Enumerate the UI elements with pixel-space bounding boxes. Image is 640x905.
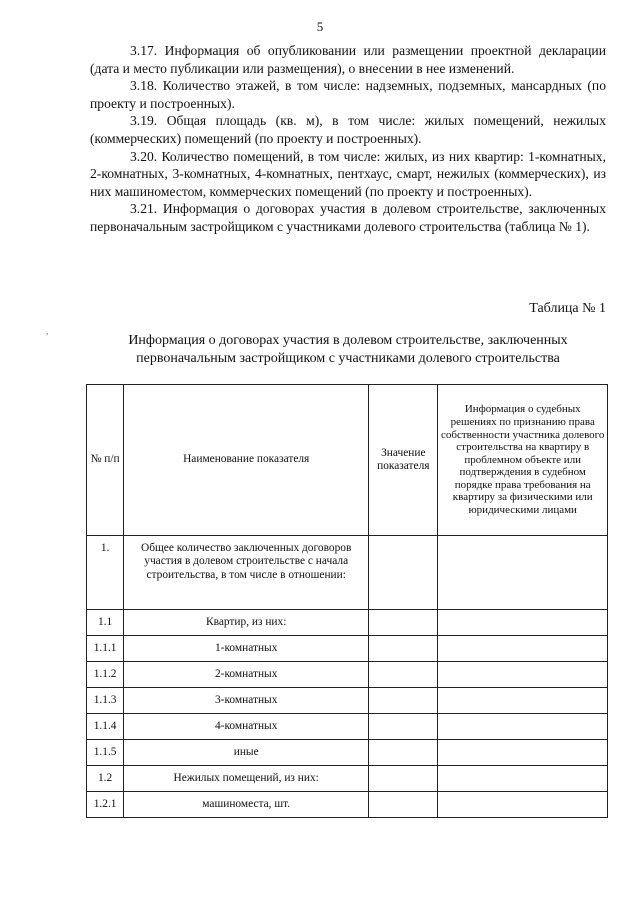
row-info [438,714,608,740]
row-number: 1.2 [87,766,124,792]
table-title: Информация о договорах участия в долевом строительстве, заключенных первоначальным застройщиком с участниками долевого строительства [128,333,568,366]
row-value [369,740,438,766]
row-value [369,536,438,610]
row-number: 1. [87,536,124,610]
table-row [87,610,608,636]
header-indicator-value: Значение показателя [369,385,438,536]
row-value [369,714,438,740]
table-header-row [87,385,608,536]
paragraph-3-21: 3.21. Информация о договорах участия в долевом строительстве, заключенных первоначальным застройщиком с участниками долевого строительства (таблица № 1). [90,201,606,234]
table-row [87,714,608,740]
row-name: 3-комнатных [124,688,369,714]
row-value [369,662,438,688]
row-info [438,662,608,688]
row-value [369,636,438,662]
header-indicator-name: Наименование показателя [124,385,369,536]
paragraph-3-19: 3.19. Общая площадь (кв. м), в том числе: жилых помещений, нежилых (коммерческих) помещений (по проекту и построенных). [90,113,606,146]
paragraph-3-20: 3.20. Количество помещений, в том числе: жилых, из них квартир: 1-комнатных, 2-комнатных, 3-комнатных, 4-комнатных, пентхаус, смарт, нежилых (коммерческих), из них машиноместом, коммерческих помещений (по проекту и построенных). [90,148,606,199]
table-row [87,792,608,818]
row-number: 1.1.2 [87,662,124,688]
paragraph-3-18: 3.18. Количество этажей, в том числе: надземных, подземных, мансардных (по проекту и построенных). [90,78,606,111]
row-number: 1.1.4 [87,714,124,740]
row-number: 1.2.1 [87,792,124,818]
row-name: Нежилых помещений, из них: [124,766,369,792]
row-value [369,610,438,636]
margin-mark: , [46,326,49,336]
row-name: Общее количество заключенных договоров участия в долевом строительстве с начала строительства, в том числе в отношении: [124,536,369,610]
row-info [438,740,608,766]
row-info [438,688,608,714]
table-row [87,688,608,714]
header-court-info: Информация о судебных решениях по признанию права собственности участника долевого строительства на квартиру в проблемном объекте или подтверждения в судебном порядке права требования на квартиру за физическими или юридическими лицами [438,385,608,536]
row-info [438,766,608,792]
row-value [369,792,438,818]
body-text [90,42,606,236]
row-number: 1.1.5 [87,740,124,766]
table-row [87,636,608,662]
row-number: 1.1.1 [87,636,124,662]
row-number: 1.1 [87,610,124,636]
row-name: 4-комнатных [124,714,369,740]
header-number: № п/п [87,385,124,536]
row-name: 2-комнатных [124,662,369,688]
page-number: 5 [316,19,324,34]
row-value [369,766,438,792]
table-row [87,662,608,688]
table-row [87,740,608,766]
row-name: иные [124,740,369,766]
row-number: 1.1.3 [87,688,124,714]
row-name: машиноместа, шт. [124,792,369,818]
table-row [87,766,608,792]
row-info [438,792,608,818]
row-info [438,610,608,636]
paragraph-3-17: 3.17. Информация об опубликовании или размещении проектной декларации (дата и место публикации или размещения), о внесении в нее изменений. [90,43,606,76]
row-value [369,688,438,714]
row-info [438,636,608,662]
table-row [87,536,608,610]
row-info [438,536,608,610]
row-name: Квартир, из них: [124,610,369,636]
table-caption: Таблица № 1 [529,301,606,316]
contracts-table [86,384,608,818]
row-name: 1-комнатных [124,636,369,662]
